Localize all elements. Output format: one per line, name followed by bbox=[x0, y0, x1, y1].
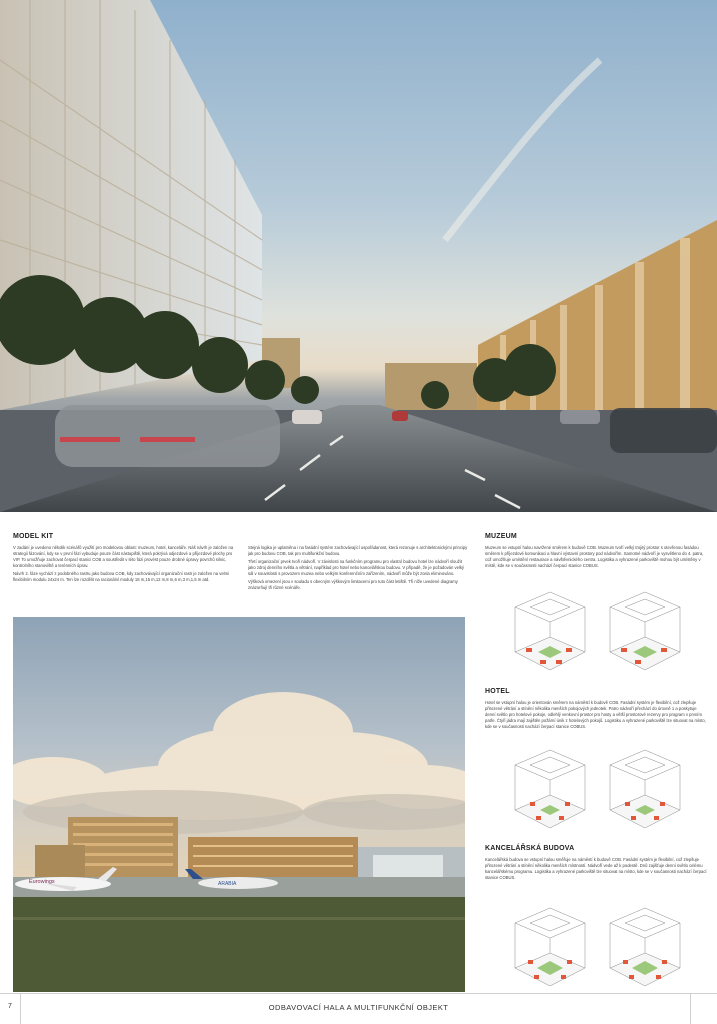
muzeum-diagram-2 bbox=[605, 582, 685, 674]
arabia-logo-text: ARABIA bbox=[218, 881, 237, 887]
hotel-diagram-1 bbox=[510, 740, 590, 832]
model-kit-paragraph: Výšková omezení jsou v souladu s obecným výškovým limitacemi pro tuto část letiště. Tři níže uvedené diagramy znázorňují tři různé scénáře. bbox=[248, 579, 458, 590]
model-kit-column-2 bbox=[248, 545, 470, 593]
kancelarska-text: Kancelářská budova se vstupní halou směřuje na náměstí k budově COB. Fasádní systém je flexibilní, což zlepšuje přirozené větrání a stínění několika menších místností. Nádvoří vede až k podestě. Dnů zajišťuje denní světlo celému kancelářskému programu. Logistika a vyhrazené parkoviště lze situovat na místo, kde se v současnosti nachází čerpací stanice COBUS. bbox=[485, 857, 707, 880]
hotel-heading: HOTEL bbox=[485, 688, 510, 695]
muzeum-text: Muzeum se vstupní halou navržené směrem k budově COB. Muzeum tvoří velký trojitý prostor s otevřenou fasádou směrem k příjezdové komunikaci a hlavní výstavní prostory pod nádvořím. Samotné nádvoří je vysvětleno do 4. patra, což umožňuje umístění restaurace a návštěvnického centra. Logistika a vyhrazené parkoviště mohou být umístěny v místě, kde se v současnosti nachází čerpací stanice COBUS. bbox=[485, 545, 704, 568]
model-kit-paragraph: V zadání je uvedeno několik scénářů využití pro modelovou oblast: muzeum, hotel, kanceláře. Náš návrh je založen na strategii fázování, kdy se v první fázi vybuduje pouze část nástupiště, která pokrývá odjezdové a příjezdové plochy pro VIP. To umožňuje zachovat čerpací stanici COB a soustředit v této fázi provést pouze drobné úpravy povrchů silnic, kontrolního stanoviště a terénních úprav. bbox=[13, 545, 234, 568]
model-kit-paragraph: Návrh 2. fáze vychází z podobného rastru jako budova COB, kdy zachovávající organizační rastr je založen na velmi flexibilním modulu 24x24 m. Ten lze rozdělit na racionální moduly 18 m,15 m,12 m,8 m,6 m,3 m,1,5 m atd. bbox=[13, 571, 229, 582]
model-kit-heading: MODEL KIT bbox=[13, 533, 54, 540]
eurowings-logo-text: Eurowings bbox=[29, 879, 55, 885]
kancelarska-diagram-2 bbox=[605, 898, 685, 990]
muzeum-heading: MUZEUM bbox=[485, 533, 517, 540]
muzeum-diagram-1 bbox=[510, 582, 590, 674]
model-kit-paragraph: Třetí organizační prvek tvoří nádvoří. V závislosti na funkčním programu pro vlastní budovu hotel lze nádvoří sloužit jako zdroj denního světla a větrání, například pro hotel nebo kancelářskou budovu. V případě, že je požadován velký sál v souvislosti s provozem muzea nebo velkým konferenčním zařízením, nádvoří může být zcela eliminováno. bbox=[248, 559, 465, 576]
kancelarska-heading: KANCELÁŘSKÁ BUDOVA bbox=[485, 845, 575, 852]
hotel-text: Hotel se vstupní halou je orientován směrem na náměstí k budově COB. Fasádní systém je flexibilní, což zlepšuje přirozené větrání a stínění několika menších pokojových jednotek. Patro nádvoří přechází do úrovně 1 a poskytuje denní světlo pro hotelové pokoje, odlehlý venkovní prostor pro hosty a větší prostorové rezervy pro program v prvním patře. Čtyři jádra mají zajištěn požární únik z hotelových pokojů. Logistiku a vyhrazené parkoviště lze situovat na místo, kde se v současnosti nachází čerpací stanice COBUS. bbox=[485, 700, 706, 729]
model-kit-column-1 bbox=[13, 545, 238, 585]
footer-title: ODBAVOVACÍ HALA A MULTIFUNKČNÍ OBJEKT bbox=[268, 1003, 449, 1012]
model-kit-paragraph: Stejná logika je uplatněna i na fasádní systém zachovávající uspořádanost, která rezonuje s architektonickými principy jak pro budovu COB, tak pro multifunkční budovu. bbox=[248, 545, 468, 556]
airport-render bbox=[13, 617, 465, 992]
footer-divider bbox=[0, 993, 717, 994]
kancelarska-diagram-1 bbox=[510, 898, 590, 990]
page-number: 7 bbox=[8, 1003, 12, 1010]
hotel-diagram-2 bbox=[605, 740, 685, 832]
